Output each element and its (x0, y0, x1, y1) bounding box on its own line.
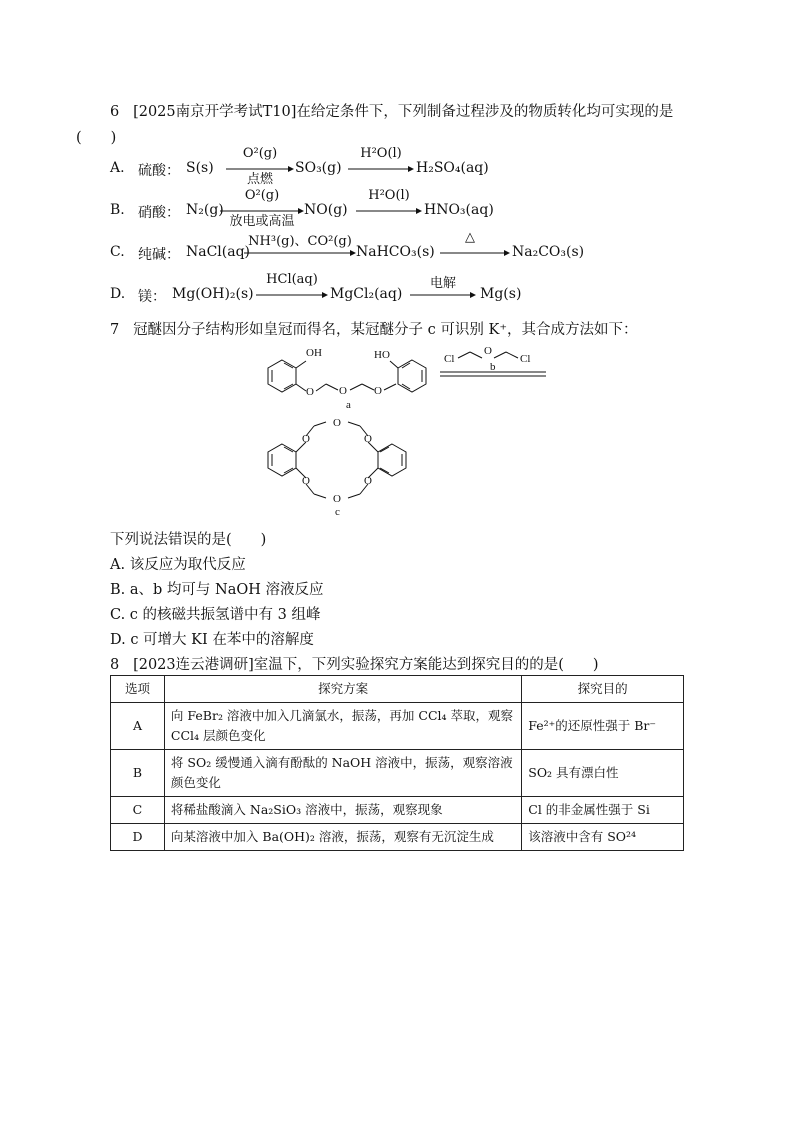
row-option: A (111, 703, 165, 750)
atom-o: O (339, 385, 347, 397)
q7-option-a[interactable]: A. 该反应为取代反应 (110, 557, 246, 573)
condition-top-2: H²O(l) (368, 188, 410, 203)
row-option: C (111, 797, 165, 824)
q7-number: 7 (110, 322, 120, 338)
atom-o: O (364, 433, 372, 445)
species-3: Mg(s) (480, 286, 522, 302)
row-goal: 该溶液中含有 SO²⁴ (522, 824, 684, 851)
species-1: S(s) (186, 160, 214, 176)
species-1: N₂(g) (186, 202, 224, 218)
q7-option-b[interactable]: B. a、b 均可与 NaOH 溶液反应 (110, 582, 324, 598)
arrow-icon (410, 289, 476, 303)
table-header-row (111, 676, 684, 703)
atom-ho-2: HO (374, 349, 390, 361)
condition-top-1: HCl(aq) (266, 272, 318, 287)
row-plan: 向 FeBr₂ 溶液中加入几滴氯水，振荡，再加 CCl₄ 萃取，观察 CCl₄ 层颜色变化 (164, 703, 521, 750)
row-goal: SO₂ 具有漂白性 (522, 750, 684, 797)
q8-number: 8 (110, 657, 120, 673)
q6-source: [2025南京开学考试T10] (133, 104, 297, 120)
condition-top-2: 电解 (429, 276, 456, 291)
condition-top-2: △ (465, 230, 475, 245)
option-letter: A. (110, 160, 125, 176)
q8-source: [2023连云港调研] (133, 657, 254, 673)
option-letter: C. (110, 244, 125, 260)
q8-stem-line (110, 653, 599, 674)
q7-option-d[interactable]: D. c 可增大 KI 在苯中的溶解度 (110, 632, 314, 648)
table-row[interactable] (111, 750, 684, 797)
row-plan: 将稀盐酸滴入 Na₂SiO₃ 溶液中，振荡，观察现象 (164, 797, 521, 824)
condition-bottom-1: 点燃 (246, 172, 273, 187)
q7-stem: 冠醚因分子结构形如皇冠而得名，某冠醚分子 c 可识别 K⁺，其合成方法如下： (133, 322, 638, 338)
q6-number: 6 (110, 104, 120, 120)
q6-stem-line (110, 100, 673, 121)
atom-o: O (374, 385, 382, 397)
q8-stem: 室温下，下列实验探究方案能达到探究目的的是( ) (253, 657, 599, 673)
arrow-icon (356, 205, 422, 219)
atom-o: O (364, 475, 372, 487)
header-option: 选项 (111, 676, 165, 703)
row-goal: Cl 的非金属性强于 Si (522, 797, 684, 824)
atom-o: O (306, 386, 314, 398)
experiment-table (110, 675, 684, 851)
species-2: MgCl₂(aq) (330, 286, 403, 302)
q7-option-c[interactable]: C. c 的核磁共振氢谱中有 3 组峰 (110, 607, 321, 623)
label-c: c (335, 506, 340, 516)
arrow-icon (256, 289, 328, 303)
atom-o: O (484, 345, 492, 357)
species-2: NaHCO₃(s) (356, 244, 435, 260)
row-plan: 将 SO₂ 缓慢通入滴有酚酞的 NaOH 溶液中，振荡，观察溶液颜色变化 (164, 750, 521, 797)
row-option: B (111, 750, 165, 797)
condition-bottom-1: 放电或高温 (229, 214, 295, 229)
option-name: 硝酸： (138, 205, 180, 221)
species-2: NO(g) (304, 202, 348, 218)
row-option: D (111, 824, 165, 851)
atom-cl-1: Cl (444, 353, 455, 365)
table-row[interactable] (111, 824, 684, 851)
option-name: 纯碱： (138, 247, 180, 263)
condition-top-1: O²(g) (244, 188, 280, 203)
header-goal: 探究目的 (522, 676, 684, 703)
option-letter: B. (110, 202, 125, 218)
q7-stem-line (110, 318, 638, 339)
q7-question: 下列说法错误的是( ) (110, 532, 267, 548)
condition-top-2: H²O(l) (360, 146, 402, 161)
atom-o: O (302, 475, 310, 487)
reaction-scheme (262, 344, 562, 516)
table-row[interactable] (111, 797, 684, 824)
arrow-icon (244, 247, 356, 261)
atom-cl-2: Cl (520, 353, 531, 365)
species-3: HNO₃(aq) (424, 202, 494, 218)
condition-top-1: NH³(g)、CO²(g) (248, 234, 352, 249)
label-b: b (490, 361, 496, 373)
arrow-icon (440, 247, 510, 261)
option-letter: D. (110, 286, 126, 302)
row-plan: 向某溶液中加入 Ba(OH)₂ 溶液，振荡，观察有无沉淀生成 (164, 824, 521, 851)
q6-stem: 在给定条件下，下列制备过程涉及的物质转化均可实现的是 (296, 104, 674, 120)
atom-o: O (302, 433, 310, 445)
row-goal: Fe²⁺的还原性强于 Br⁻ (522, 703, 684, 750)
arrow-icon (348, 163, 414, 177)
atom-o: O (333, 493, 341, 505)
species-2: SO₃(g) (295, 160, 342, 176)
label-a: a (346, 399, 351, 411)
option-name: 镁： (138, 289, 166, 305)
header-plan: 探究方案 (164, 676, 521, 703)
species-3: H₂SO₄(aq) (416, 160, 489, 176)
q6-blank: ( ) (76, 130, 117, 146)
species-1: Mg(OH)₂(s) (172, 286, 254, 302)
species-1: NaCl(aq) (186, 244, 251, 260)
option-name: 硫酸： (138, 163, 180, 179)
atom-oh-1: OH (306, 347, 322, 359)
atom-o: O (333, 417, 341, 429)
species-3: Na₂CO₃(s) (512, 244, 585, 260)
condition-top-1: O²(g) (242, 146, 278, 161)
table-row[interactable] (111, 703, 684, 750)
